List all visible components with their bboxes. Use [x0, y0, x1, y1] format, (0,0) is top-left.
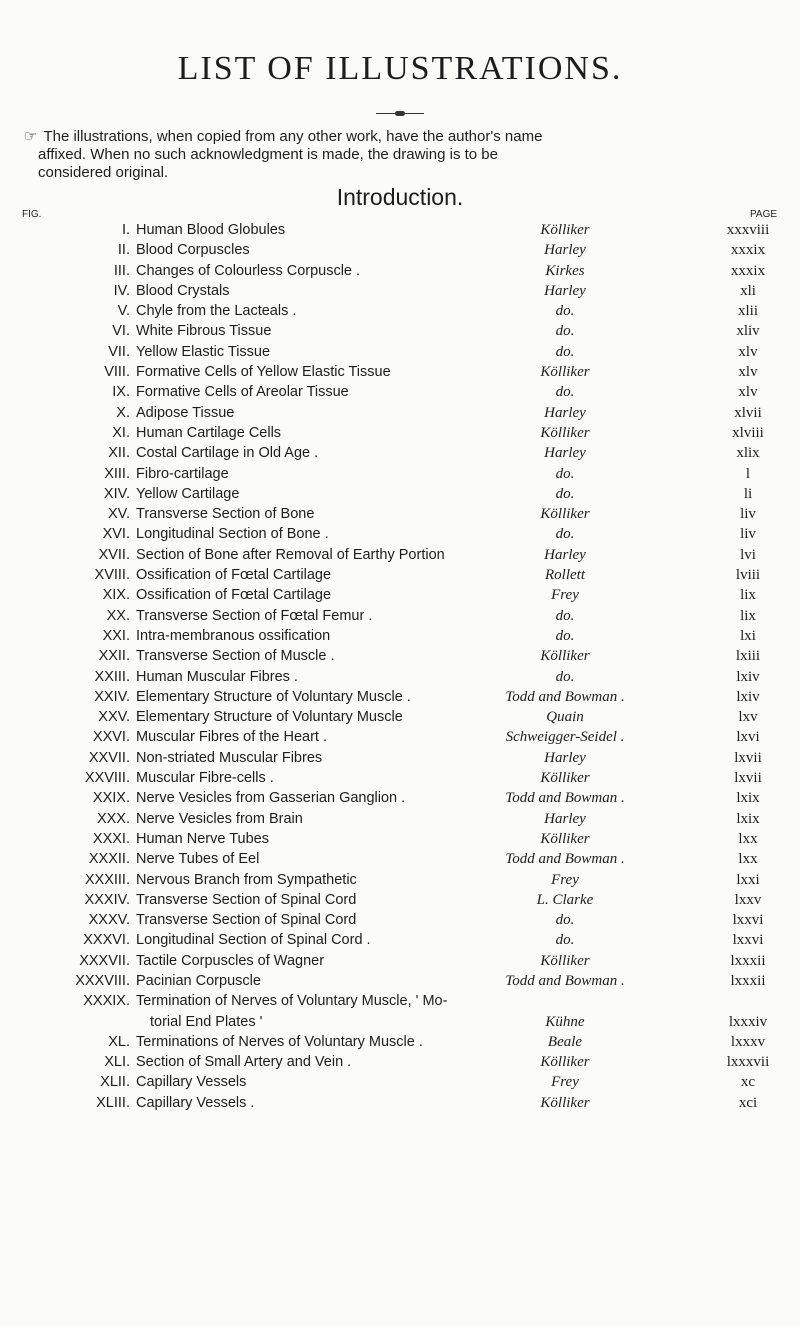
- list-item: [0, 342, 800, 362]
- page-number: xxxix: [730, 262, 766, 279]
- figure-source: do.: [555, 323, 575, 340]
- figure-number: V.: [117, 303, 130, 320]
- figure-number: XII.: [108, 445, 130, 462]
- figure-source: L. Clarke: [536, 891, 594, 908]
- figure-source: Kölliker: [540, 1054, 590, 1071]
- figure-source: do.: [555, 303, 575, 320]
- figure-source: Kölliker: [540, 770, 590, 787]
- figure-title-line: Changes of Colourless Corpuscle .: [136, 262, 361, 279]
- list-item: [0, 464, 800, 484]
- list-item: [0, 443, 800, 463]
- figure-number: XXVIII.: [84, 770, 130, 787]
- list-item: [0, 484, 800, 504]
- page-number: lxix: [736, 790, 760, 807]
- figure-source: Kölliker: [540, 648, 590, 665]
- figure-title-line: Nerve Vesicles from Gasserian Ganglion .: [136, 790, 406, 807]
- figure-number: XLIII.: [96, 1094, 130, 1111]
- page-number: xli: [740, 282, 756, 299]
- list-item: [0, 930, 800, 950]
- figure-source: Kölliker: [540, 424, 590, 441]
- page-number: lvi: [740, 546, 756, 563]
- figure-title-line: Nerve Vesicles from Brain: [136, 810, 303, 827]
- illustration-list: [0, 220, 800, 1113]
- figure-title-line: Capillary Vessels .: [136, 1094, 255, 1111]
- page-number: lxxv: [734, 891, 762, 908]
- list-item: [0, 301, 800, 321]
- figure-source: Harley: [544, 282, 586, 299]
- page-number: liv: [740, 526, 756, 543]
- list-item: [0, 971, 800, 991]
- figure-source: do.: [555, 627, 575, 644]
- page-number: xc: [740, 1074, 756, 1091]
- figure-number: VIII.: [104, 364, 130, 381]
- figure-number: XIX.: [102, 587, 130, 604]
- page-number: li: [743, 485, 753, 502]
- figure-title-line: Human Nerve Tubes: [136, 830, 269, 847]
- figure-number: XXXVI.: [83, 932, 130, 949]
- list-item: [0, 727, 800, 747]
- note-line-1: The illustrations, when copied from any other work, have the author's name: [43, 128, 543, 145]
- page-number: xxxix: [730, 242, 766, 259]
- page-number: lix: [740, 607, 756, 624]
- figure-source: do.: [555, 465, 575, 482]
- list-item: [0, 281, 800, 301]
- list-item: [0, 1052, 800, 1072]
- figure-source: Todd and Bowman .: [505, 688, 625, 705]
- page-number: lxx: [738, 830, 758, 847]
- figure-title-line: Ossification of Fœtal Cartilage: [136, 587, 332, 604]
- page-number: xxxviii: [726, 222, 770, 238]
- list-item: [0, 504, 800, 524]
- list-item: [0, 748, 800, 768]
- figure-number: I.: [121, 222, 130, 238]
- figure-title-line: Blood Crystals: [136, 282, 230, 299]
- figure-title-line: Pacinian Corpuscle: [136, 972, 261, 989]
- list-item: [0, 788, 800, 808]
- list-item: [0, 768, 800, 788]
- figure-source: Kölliker: [540, 364, 590, 381]
- section-title: Introduction.: [336, 184, 464, 210]
- figure-title-line: Transverse Section of Fœtal Femur .: [136, 607, 373, 624]
- figure-title-line: Chyle from the Lacteals .: [136, 303, 297, 320]
- figure-title-line: Section of Bone after Removal of Earthy Portion: [136, 546, 445, 563]
- page-number: lxx: [738, 851, 758, 868]
- page-title: LIST OF ILLUSTRATIONS.: [177, 50, 623, 87]
- pointing-hand-icon: ☞: [24, 128, 38, 145]
- figure-source: Kölliker: [540, 1094, 590, 1111]
- figure-source: Kirkes: [545, 262, 585, 279]
- figure-number: XXXIII.: [84, 871, 130, 888]
- figure-number: II.: [117, 242, 130, 259]
- figure-title-line: Intra-membranous ossification: [136, 627, 331, 644]
- page-number: xlii: [737, 303, 758, 320]
- page-number: xlv: [738, 384, 758, 401]
- figure-title-line: Non-striated Muscular Fibres: [136, 749, 323, 766]
- figure-number: XIII.: [104, 465, 130, 482]
- page-number: lxiv: [736, 668, 760, 685]
- figure-number: XXVI.: [92, 729, 130, 746]
- figure-source: Harley: [544, 242, 586, 259]
- figure-title-line: Terminations of Nerves of Voluntary Muscle .: [136, 1033, 423, 1050]
- list-item: [0, 321, 800, 341]
- figure-source: Kölliker: [540, 506, 590, 523]
- figure-source: do.: [555, 912, 575, 929]
- list-item: [0, 870, 800, 890]
- figure-title-line: Capillary Vessels: [136, 1074, 247, 1091]
- page-column-header: PAGE: [750, 209, 778, 220]
- figure-title-line: Longitudinal Section of Spinal Cord .: [136, 932, 371, 949]
- figure-number: XXVII.: [88, 749, 130, 766]
- list-item: [0, 606, 800, 626]
- list-item: [0, 849, 800, 869]
- figure-source: Kölliker: [540, 952, 590, 969]
- figure-title-continuation: torial End Plates ': [150, 1013, 263, 1030]
- figure-title-line: Blood Corpuscles: [136, 242, 250, 259]
- figure-title-line: Elementary Structure of Voluntary Muscle: [136, 709, 403, 726]
- page-number: lxxxii: [730, 972, 766, 989]
- figure-source: Todd and Bowman .: [505, 790, 625, 807]
- page-number: xlvii: [734, 404, 762, 421]
- list-item: [0, 1032, 800, 1052]
- figure-title-line: Human Blood Globules: [136, 222, 286, 238]
- figure-title-line: Human Muscular Fibres .: [136, 668, 298, 685]
- page-number: xlv: [738, 364, 758, 381]
- figure-number: XXV.: [98, 709, 130, 726]
- figure-title-line: Costal Cartilage in Old Age .: [136, 445, 319, 462]
- figure-number: XXIX.: [92, 790, 130, 807]
- figure-number: XLII.: [100, 1074, 130, 1091]
- figure-title-line: Transverse Section of Bone: [136, 506, 315, 523]
- list-item: [0, 646, 800, 666]
- list-item: [0, 240, 800, 260]
- figure-title-line: Formative Cells of Areolar Tissue: [136, 384, 349, 401]
- attribution-note: [24, 128, 754, 182]
- figure-number: XXXVIII.: [75, 972, 130, 989]
- page-number: xlviii: [732, 424, 764, 441]
- figure-title-line: Yellow Cartilage: [136, 485, 240, 502]
- page-number: lxix: [736, 810, 760, 827]
- figure-title-line: Nervous Branch from Sympathetic: [136, 871, 357, 888]
- page-number: l: [745, 465, 751, 482]
- figure-source: Harley: [544, 546, 586, 563]
- fig-column-header: FIG.: [22, 209, 42, 220]
- figure-number: XXXI.: [92, 830, 130, 847]
- figure-number: XVII.: [98, 546, 130, 563]
- page-number: lxvii: [734, 770, 762, 787]
- figure-source: Harley: [544, 404, 586, 421]
- figure-number: XL.: [108, 1033, 130, 1050]
- figure-number: XXXIX.: [83, 993, 130, 1010]
- page-number: xliv: [736, 323, 760, 340]
- figure-number: XXXV.: [88, 912, 130, 929]
- figure-title-line: Transverse Section of Spinal Cord: [136, 912, 357, 929]
- figure-number: VI.: [112, 323, 130, 340]
- figure-source: Todd and Bowman .: [505, 972, 625, 989]
- list-item: [0, 382, 800, 402]
- ornamental-rule: [376, 112, 424, 116]
- page-number: lxv: [738, 709, 758, 726]
- figure-title-line: Adipose Tissue: [136, 404, 235, 421]
- figure-number: XXXII.: [88, 851, 130, 868]
- figure-number: XXIII.: [94, 668, 130, 685]
- figure-source: Kölliker: [540, 222, 590, 238]
- figure-title-line: Yellow Elastic Tissue: [136, 343, 271, 360]
- page-number: lviii: [735, 567, 761, 584]
- note-line-3: considered original.: [38, 164, 169, 181]
- figure-number: XXIV.: [94, 688, 130, 705]
- list-item: [0, 991, 800, 1032]
- figure-source: Harley: [544, 445, 586, 462]
- list-item: [0, 423, 800, 443]
- figure-source: Quain: [546, 709, 584, 726]
- figure-source: do.: [555, 485, 575, 502]
- figure-number: XXXIV.: [84, 891, 130, 908]
- figure-title-line: Formative Cells of Yellow Elastic Tissue: [136, 364, 391, 381]
- figure-source: Harley: [544, 810, 586, 827]
- figure-source: do.: [555, 932, 575, 949]
- page-number: lxxxiv: [728, 1013, 768, 1030]
- page-number: lxxxv: [730, 1033, 766, 1050]
- page-number: lxxvi: [732, 912, 764, 929]
- list-item: [0, 910, 800, 930]
- figure-source: Kühne: [545, 1013, 585, 1030]
- page-number: lix: [740, 587, 756, 604]
- figure-number: XV.: [107, 506, 130, 523]
- list-item: [0, 585, 800, 605]
- page-number: lxi: [740, 627, 756, 644]
- page-number: xlv: [738, 343, 758, 360]
- figure-number: IX.: [112, 384, 130, 401]
- page-number: lxvi: [736, 729, 760, 746]
- list-item: [0, 890, 800, 910]
- list-item: [0, 667, 800, 687]
- figure-number: XXII.: [98, 648, 130, 665]
- figure-number: XX.: [106, 607, 130, 624]
- figure-number: XXXVII.: [79, 952, 130, 969]
- page-number: liv: [740, 506, 756, 523]
- figure-title-line: Transverse Section of Muscle .: [136, 648, 335, 665]
- figure-source: Harley: [544, 749, 586, 766]
- note-line-2: affixed. When no such acknowledgment is made, the drawing is to be: [38, 146, 498, 163]
- figure-number: IV.: [113, 282, 130, 299]
- page-number: lxxxii: [730, 952, 766, 969]
- figure-title-line: Fibro-cartilage: [136, 465, 229, 482]
- figure-source: Rollett: [545, 567, 585, 584]
- page-number: lxiv: [736, 688, 760, 705]
- list-item: [0, 220, 800, 240]
- page-number: xlix: [736, 445, 760, 462]
- figure-source: Beale: [547, 1033, 583, 1050]
- figure-title-line: Ossification of Fœtal Cartilage: [136, 567, 332, 584]
- page-number: lxxvi: [732, 932, 764, 949]
- page-number: xci: [738, 1094, 758, 1111]
- list-item: [0, 707, 800, 727]
- figure-title-line: Human Cartilage Cells: [136, 424, 282, 441]
- figure-source: do.: [555, 668, 575, 685]
- figure-source: do.: [555, 607, 575, 624]
- list-item: [0, 403, 800, 423]
- figure-number: VII.: [108, 343, 130, 360]
- figure-source: Frey: [551, 871, 579, 888]
- figure-source: Frey: [551, 587, 579, 604]
- figure-source: Todd and Bowman .: [505, 851, 625, 868]
- list-item: [0, 565, 800, 585]
- figure-title-line: Transverse Section of Spinal Cord: [136, 891, 357, 908]
- figure-source: Schweigger-Seidel .: [505, 729, 625, 746]
- figure-title-line: Elementary Structure of Voluntary Muscle .: [136, 688, 411, 705]
- list-item: [0, 524, 800, 544]
- figure-source: do.: [555, 384, 575, 401]
- figure-title-line: Muscular Fibre-cells .: [136, 770, 274, 787]
- figure-number: XI.: [112, 424, 130, 441]
- list-item: [0, 829, 800, 849]
- figure-title-line: White Fibrous Tissue: [136, 323, 272, 340]
- figure-title-line: Nerve Tubes of Eel: [136, 851, 260, 868]
- figure-number: XLI.: [104, 1054, 130, 1071]
- page-number: lxvii: [734, 749, 762, 766]
- page-number: lxxxvii: [726, 1054, 770, 1071]
- figure-number: XVI.: [102, 526, 130, 543]
- list-item: [0, 626, 800, 646]
- figure-title-line: Termination of Nerves of Voluntary Muscle, ' Mo-: [136, 993, 448, 1010]
- figure-number: X.: [116, 404, 130, 421]
- list-item: [0, 1072, 800, 1092]
- figure-source: Kölliker: [540, 830, 590, 847]
- list-item: [0, 362, 800, 382]
- list-item: [0, 545, 800, 565]
- list-item: [0, 809, 800, 829]
- figure-number: XXI.: [102, 627, 130, 644]
- figure-source: do.: [555, 526, 575, 543]
- figure-title-line: Muscular Fibres of the Heart .: [136, 729, 327, 746]
- figure-title-line: Section of Small Artery and Vein .: [136, 1054, 352, 1071]
- figure-title-line: Tactile Corpuscles of Wagner: [136, 952, 325, 969]
- figure-number: XVIII.: [94, 567, 130, 584]
- figure-number: XXX.: [96, 810, 130, 827]
- figure-number: III.: [113, 262, 130, 279]
- figure-source: Frey: [551, 1074, 579, 1091]
- list-item: [0, 951, 800, 971]
- list-item: [0, 261, 800, 281]
- list-item: [0, 1093, 800, 1113]
- page-number: lxiii: [735, 648, 761, 665]
- page-number: lxxi: [736, 871, 760, 888]
- figure-title-line: Longitudinal Section of Bone .: [136, 526, 329, 543]
- figure-number: XIV.: [103, 485, 130, 502]
- figure-source: do.: [555, 343, 575, 360]
- list-item: [0, 687, 800, 707]
